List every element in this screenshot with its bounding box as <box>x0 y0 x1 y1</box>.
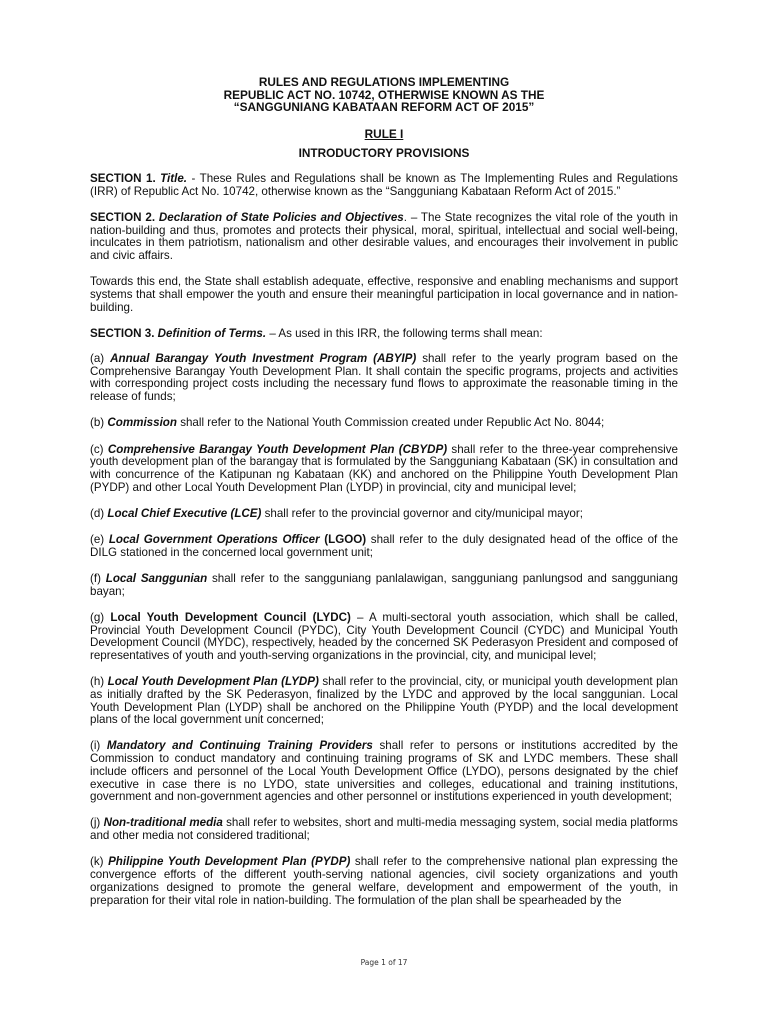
definition-h-term: Local Youth Development Plan (LYDP) <box>107 675 319 689</box>
definition-b <box>90 417 678 430</box>
section-2-label: SECTION 2. <box>90 210 156 224</box>
definition-a-prefix: (a) <box>90 352 111 365</box>
section-2-paragraph-2: Towards this end, the State shall establish adequate, effective, responsive and enabling mechanisms and support systems that shall empower the youth and ensure their meaningful participation in local governance and in nation-building. <box>90 275 678 314</box>
definition-d <box>90 508 678 521</box>
definition-d-prefix: (d) <box>90 506 108 520</box>
section-2-title: Declaration of State Policies and Objectives <box>158 210 404 224</box>
definition-k-body: shall refer to the comprehensive national plan expressing the convergence efforts of the different youth-serving national agencies, civil society organizations and youth organizations designed to promote the general welfare, development and empowerment of the youth, in preparation for their vital role in nation-building. The formulation of the plan shall be spearheaded by the <box>90 855 678 907</box>
definition-a <box>90 353 678 404</box>
definition-a-term: Annual Barangay Youth Investment Program (ABYIP) <box>110 352 417 365</box>
definition-i-body: shall refer to persons or institutions accredited by the Commission to conduct mandatory and continuing training programs of SK and LYDC members. These shall include officers and personnel of the Local Youth Development Office (LYDO), persons designated by the chief executive in case there is no LYDO, state universities and colleges, educational and training institutions, government and non-government agencies and other personnel or institutions experienced in youth development; <box>90 739 678 804</box>
page-number: Page 1 of 17 <box>360 958 408 967</box>
section-3-title: Definition of Terms. <box>157 326 267 340</box>
definition-f-body: shall refer to the sangguniang panlalawigan, sangguniang panlungsod and sangguniang bayan; <box>90 571 678 598</box>
definition-k <box>90 856 678 907</box>
definition-e <box>90 534 678 559</box>
definition-i-term: Mandatory and Continuing Training Providers <box>106 739 373 753</box>
definition-h-body: shall refer to the provincial, city, or municipal youth development plan as initially drafted by the SK Pederasyon, finalized by the LYDC and approved by the local sanggunian. Local Youth Development Plan (LYDP) shall be anchored on the Philippine Youth (PYDP) and the local development plans of the local government unit concerned; <box>90 675 679 727</box>
section-3 <box>90 328 678 341</box>
definition-g-term: Local Youth Development Council (LYDC) <box>110 610 351 624</box>
definition-j <box>90 817 678 842</box>
title-line-2: REPUBLIC ACT NO. 10742, OTHERWISE KNOWN AS THE <box>223 87 545 102</box>
section-1-body: - These Rules and Regulations shall be known as The Implementing Rules and Regulations (IRR) of Republic Act No. 10742, otherwise known as the “Sangguniang Kabataan Reform Act of 2015.” <box>90 171 678 198</box>
section-2-body: . – The State recognizes the vital role of the youth in nation-building and thus, promotes and protects their physical, moral, spiritual, intellectual and social well-being, inculcates in them patriotism, nationalism and other desirable values, and encourages their involvement in public and civic affairs. <box>90 210 678 262</box>
section-3-label: SECTION 3. <box>90 326 155 340</box>
definition-i-prefix: (i) <box>90 739 107 753</box>
definition-e-body: shall refer to the duly designated head of the office of the DILG stationed in the concerned local government unit; <box>90 533 679 559</box>
title-line-3: “SANGGUNIANG KABATAAN REFORM ACT OF 2015” <box>233 100 535 115</box>
definition-j-prefix: (j) <box>90 816 104 830</box>
definition-e-term: Local Government Operations Officer <box>108 533 320 547</box>
definition-j-term: Non-traditional media <box>103 816 223 830</box>
definition-k-prefix: (k) <box>90 855 109 869</box>
definition-g-body: – A multi-sectoral youth association, which shall be called, Provincial Youth Development Council (PYDC), City Youth Development Council (CYDC) and Municipal Youth Development Council (MYDC), respectively, headed by the concerned SK Pederasyon President and composed of representatives of youth and youth-serving organizations in the provincial, city, and municipal level; <box>90 610 679 662</box>
definition-e-prefix: (e) <box>90 533 109 547</box>
definition-e-term-abbr: (LGOO) <box>319 533 367 547</box>
section-1-title: Title. <box>160 171 188 185</box>
definition-b-prefix: (b) <box>90 416 108 430</box>
definition-c <box>90 444 678 495</box>
title-line-1: RULES AND REGULATIONS IMPLEMENTING <box>258 75 510 89</box>
section-1-label: SECTION 1. <box>90 171 156 185</box>
definition-c-prefix: (c) <box>90 442 108 456</box>
definition-j-body: shall refer to websites, short and multi-media messaging system, social media platforms and other media not considered traditional; <box>90 816 678 843</box>
section-3-body: – As used in this IRR, the following terms shall mean: <box>266 326 543 340</box>
definition-k-term: Philippine Youth Development Plan (PYDP) <box>108 855 351 869</box>
definition-b-term: Commission <box>107 416 177 430</box>
rule-heading: RULE I <box>364 126 404 141</box>
definition-d-body: shall refer to the provincial governor and city/municipal mayor; <box>261 506 583 520</box>
section-2 <box>90 212 678 263</box>
definition-f-prefix: (f) <box>90 571 106 585</box>
definition-h <box>90 676 678 727</box>
definition-f-term: Local Sanggunian <box>105 571 208 585</box>
document-page <box>90 76 678 921</box>
definition-c-term: Comprehensive Barangay Youth Development Plan (CBYDP) <box>107 442 448 456</box>
definition-g <box>90 612 678 663</box>
section-1 <box>90 173 678 198</box>
definition-i <box>90 740 678 804</box>
definition-d-term: Local Chief Executive (LCE) <box>107 506 262 520</box>
definition-c-body: shall refer to the three-year comprehensive youth development plan of the barangay that is formulated by the Sangguniang Kabataan (SK) in consultation and with concurrence of the Katipunan ng Kabataan (KK) and anchored on the Philippine Youth Development Plan (PYDP) and other Local Youth Development Plan (LYDP) in provincial, city and municipal level; <box>90 442 678 494</box>
rule-title: INTRODUCTORY PROVISIONS <box>298 146 470 161</box>
document-title <box>90 76 678 114</box>
definition-b-body: shall refer to the National Youth Commission created under Republic Act No. 8044; <box>176 416 605 430</box>
definition-g-prefix: (g) <box>90 610 111 624</box>
definition-a-body: shall refer to the yearly program based on the Comprehensive Barangay Youth Development Plan. It shall contain the specific programs, projects and activities with corresponding project costs including the necessary fund flows to approximate the reasonable timing in the release of funds; <box>90 352 678 404</box>
definition-f <box>90 573 678 598</box>
definition-h-prefix: (h) <box>90 675 108 689</box>
